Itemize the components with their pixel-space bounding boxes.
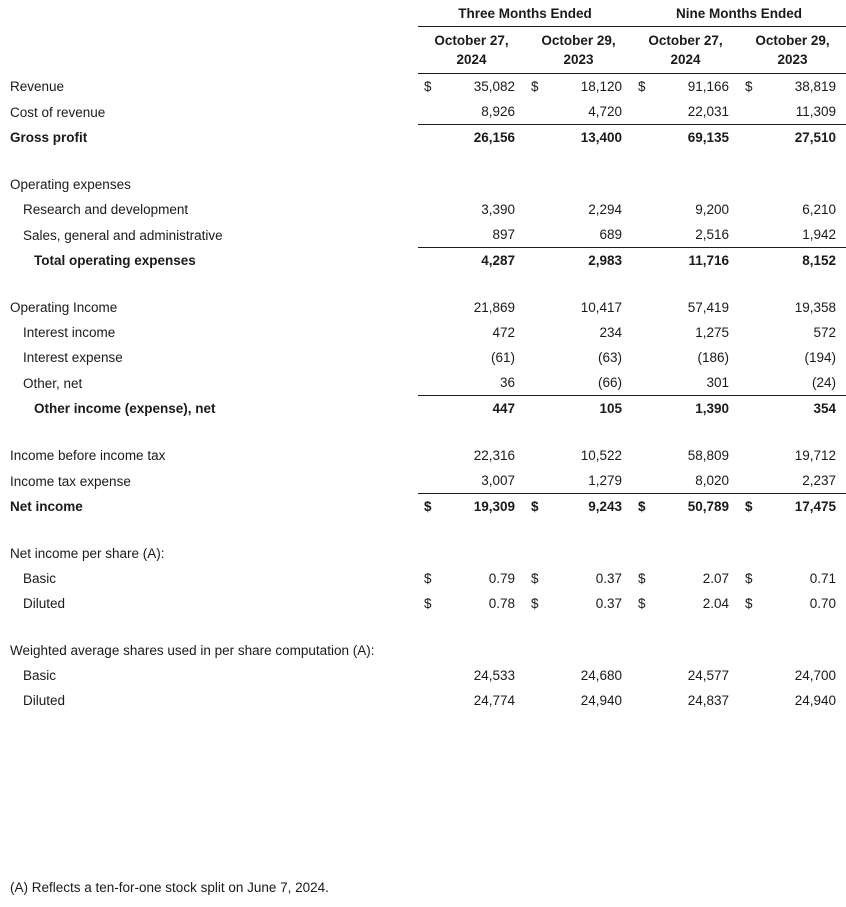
currency-symbol: $ [638, 571, 646, 586]
row-label: Diluted [23, 596, 66, 611]
cell-value [761, 541, 846, 566]
table-row [0, 345, 846, 370]
currency-symbol [632, 345, 654, 370]
header-date-col-1: October 27, [434, 33, 509, 48]
currency-symbol [418, 468, 440, 494]
currency-symbol [739, 222, 761, 248]
spacer-cell [418, 616, 440, 638]
header-date-row [0, 27, 846, 51]
cell-value: (194) [804, 350, 837, 365]
currency-symbol [418, 295, 440, 320]
spacer-cell [525, 616, 547, 638]
cell-value: (66) [598, 375, 623, 390]
cell-value: 0.78 [488, 596, 515, 611]
currency-symbol [418, 172, 440, 197]
currency-symbol [525, 295, 547, 320]
spacer-row [0, 273, 846, 295]
spacer-cell [547, 616, 632, 638]
cell-value: 1,275 [695, 325, 730, 340]
currency-symbol [418, 663, 440, 688]
spacer-row [0, 421, 846, 443]
currency-symbol: $ [424, 571, 432, 586]
cell-value: 0.79 [488, 571, 515, 586]
spacer-cell [525, 273, 547, 295]
table-row [0, 591, 846, 616]
table-row [0, 125, 846, 151]
cell-value [440, 172, 525, 197]
cell-value: 2,237 [802, 473, 837, 488]
currency-symbol: $ [418, 494, 440, 520]
cell-value: 26,156 [440, 125, 525, 151]
spacer-cell [654, 616, 739, 638]
cell-value [761, 638, 846, 663]
currency-symbol [632, 125, 654, 151]
currency-symbol [739, 125, 761, 151]
spacer-cell [654, 519, 739, 541]
spacer-cell [547, 519, 632, 541]
table-row [0, 688, 846, 713]
table-row [0, 443, 846, 468]
currency-symbol [632, 248, 654, 274]
cell-value: 22,031 [687, 104, 730, 119]
cell-value: 19,358 [794, 300, 837, 315]
spacer-cell [525, 150, 547, 172]
spacer-cell [739, 421, 761, 443]
cell-value: 6,210 [802, 202, 837, 217]
cell-value: 0.70 [809, 596, 837, 611]
cell-value [654, 541, 739, 566]
table-row [0, 197, 846, 222]
row-label: Other income (expense), net [34, 401, 216, 416]
row-label: Basic [23, 571, 57, 586]
spacer-cell [632, 421, 654, 443]
currency-symbol [632, 320, 654, 345]
row-label: Diluted [23, 693, 66, 708]
currency-symbol [525, 468, 547, 494]
table-row [0, 295, 846, 320]
header-date-col-2: October 29, [541, 33, 616, 48]
currency-symbol: $ [739, 494, 761, 520]
cell-value: 27,510 [761, 125, 846, 151]
cell-value: 2,516 [695, 227, 730, 242]
spacer-cell [654, 421, 739, 443]
table-row [0, 99, 846, 125]
table-row [0, 468, 846, 494]
currency-symbol [418, 248, 440, 274]
row-label: Total operating expenses [34, 253, 196, 268]
cell-value: 472 [492, 325, 515, 340]
row-label: Cost of revenue [10, 104, 106, 120]
currency-symbol [525, 320, 547, 345]
cell-value: (24) [812, 375, 837, 390]
row-label: Revenue [10, 79, 65, 94]
row-label: Net income [10, 499, 83, 514]
cell-value: 10,522 [580, 448, 623, 463]
spacer-cell [632, 273, 654, 295]
cell-value: 4,720 [588, 104, 623, 119]
currency-symbol [525, 248, 547, 274]
spacer-row [0, 150, 846, 172]
currency-symbol [525, 222, 547, 248]
currency-symbol: $ [745, 571, 753, 586]
currency-symbol [739, 468, 761, 494]
currency-symbol [632, 541, 654, 566]
row-label: Operating Income [10, 300, 118, 315]
cell-value: 18,120 [580, 79, 623, 94]
cell-value: 50,789 [654, 494, 739, 520]
currency-symbol [418, 443, 440, 468]
header-year-spacer [0, 50, 418, 74]
table-row [0, 370, 846, 396]
spacer-cell [632, 150, 654, 172]
currency-symbol [418, 688, 440, 713]
currency-symbol: $ [531, 571, 539, 586]
currency-symbol: $ [525, 494, 547, 520]
spacer-cell [440, 421, 525, 443]
currency-symbol [525, 125, 547, 151]
cell-value: 24,837 [687, 693, 730, 708]
currency-symbol [739, 295, 761, 320]
currency-symbol [632, 295, 654, 320]
currency-symbol [418, 345, 440, 370]
spacer-cell [739, 616, 761, 638]
cell-value: 69,135 [654, 125, 739, 151]
spacer-cell [547, 421, 632, 443]
cell-value: 24,774 [473, 693, 515, 708]
table-body [0, 74, 846, 714]
cell-value [547, 638, 632, 663]
table-header [0, 0, 846, 74]
spacer-cell [0, 616, 418, 638]
cell-value: 2.04 [702, 596, 730, 611]
currency-symbol [525, 396, 547, 422]
cell-value: 24,533 [473, 668, 515, 683]
spacer-cell [440, 273, 525, 295]
row-label: Interest expense [23, 350, 123, 365]
cell-value: 24,700 [794, 668, 837, 683]
cell-value: 91,166 [687, 79, 730, 94]
currency-symbol: $ [424, 79, 432, 94]
table-row [0, 638, 846, 663]
spacer-cell [440, 150, 525, 172]
cell-value: 8,152 [761, 248, 846, 274]
cell-value [654, 638, 739, 663]
spacer-cell [739, 273, 761, 295]
cell-value: 105 [547, 396, 632, 422]
currency-symbol [418, 197, 440, 222]
spacer-cell [525, 519, 547, 541]
spacer-cell [440, 616, 525, 638]
currency-symbol [418, 222, 440, 248]
cell-value: 22,316 [473, 448, 515, 463]
header-group-nine-months: Nine Months Ended [632, 0, 846, 27]
currency-symbol [632, 370, 654, 396]
cell-value: 0.71 [809, 571, 837, 586]
cell-value [654, 172, 739, 197]
currency-symbol [418, 320, 440, 345]
cell-value: 24,680 [580, 668, 623, 683]
currency-symbol: $ [531, 596, 539, 611]
currency-symbol [632, 396, 654, 422]
cell-value: 2,983 [547, 248, 632, 274]
spacer-cell [761, 519, 846, 541]
cell-value: 10,417 [580, 300, 623, 315]
currency-symbol [739, 345, 761, 370]
currency-symbol [418, 638, 440, 663]
spacer-cell [418, 273, 440, 295]
currency-symbol [739, 99, 761, 125]
cell-value: 24,577 [687, 668, 730, 683]
cell-value: 234 [599, 325, 623, 340]
spacer-cell [761, 273, 846, 295]
header-corner-spacer [0, 0, 418, 27]
currency-symbol [632, 638, 654, 663]
spacer-row [0, 616, 846, 638]
spacer-cell [418, 421, 440, 443]
header-year-row [0, 50, 846, 74]
cell-value: 11,716 [654, 248, 739, 274]
spacer-cell [761, 150, 846, 172]
currency-symbol [525, 197, 547, 222]
table-row [0, 541, 846, 566]
currency-symbol [739, 638, 761, 663]
currency-symbol [418, 99, 440, 125]
currency-symbol [632, 172, 654, 197]
row-label: Weighted average shares used in per share computation (A): [10, 643, 375, 658]
cell-value: 3,390 [481, 202, 515, 217]
spacer-cell [0, 519, 418, 541]
spacer-row [0, 519, 846, 541]
spacer-cell [632, 616, 654, 638]
cell-value: 17,475 [761, 494, 846, 520]
cell-value: (63) [598, 350, 623, 365]
spacer-cell [418, 519, 440, 541]
currency-symbol [525, 443, 547, 468]
cell-value: 8,020 [695, 473, 730, 488]
currency-symbol [525, 370, 547, 396]
cell-value: 13,400 [547, 125, 632, 151]
row-label: Basic [23, 668, 57, 683]
table-row [0, 396, 846, 422]
table-row [0, 663, 846, 688]
row-label: Interest income [23, 325, 116, 340]
spacer-cell [739, 519, 761, 541]
currency-symbol [418, 541, 440, 566]
currency-symbol [525, 172, 547, 197]
currency-symbol: $ [531, 79, 539, 94]
row-label: Sales, general and administrative [23, 227, 223, 243]
header-year-col-1: 2024 [418, 50, 525, 74]
currency-symbol [632, 663, 654, 688]
header-group-three-months: Three Months Ended [418, 0, 632, 27]
header-date-spacer [0, 27, 418, 51]
currency-symbol [739, 320, 761, 345]
currency-symbol [739, 541, 761, 566]
table-row [0, 222, 846, 248]
currency-symbol: $ [638, 596, 646, 611]
spacer-cell [0, 150, 418, 172]
currency-symbol [525, 688, 547, 713]
cell-value [547, 541, 632, 566]
cell-value: 2.07 [702, 571, 730, 586]
cell-value [440, 638, 525, 663]
currency-symbol: $ [745, 79, 753, 94]
cell-value: 58,809 [687, 448, 730, 463]
cell-value: 35,082 [473, 79, 515, 94]
currency-symbol [739, 197, 761, 222]
cell-value: 572 [813, 325, 837, 340]
table-row [0, 320, 846, 345]
cell-value: 447 [440, 396, 525, 422]
spacer-cell [761, 421, 846, 443]
cell-value [547, 172, 632, 197]
cell-value: 1,390 [654, 396, 739, 422]
spacer-cell [632, 519, 654, 541]
footnote-stock-split: (A) Reflects a ten-for-one stock split on June 7, 2024. [10, 880, 329, 895]
header-year-col-4: 2023 [739, 50, 846, 74]
currency-symbol [418, 396, 440, 422]
header-group-row [0, 0, 846, 27]
row-label: Operating expenses [10, 177, 131, 192]
spacer-cell [761, 616, 846, 638]
currency-symbol [632, 443, 654, 468]
cell-value: 19,712 [794, 448, 837, 463]
cell-value: (61) [490, 350, 515, 365]
cell-value: 21,869 [473, 300, 515, 315]
cell-value: 689 [599, 227, 623, 242]
cell-value: 0.37 [595, 571, 623, 586]
cell-value: 19,309 [440, 494, 525, 520]
currency-symbol [418, 125, 440, 151]
currency-symbol [418, 370, 440, 396]
cell-value: 24,940 [580, 693, 623, 708]
currency-symbol: $ [745, 596, 753, 611]
cell-value: 3,007 [481, 473, 515, 488]
row-label: Net income per share (A): [10, 546, 165, 561]
currency-symbol [739, 370, 761, 396]
currency-symbol [632, 688, 654, 713]
cell-value: 1,942 [802, 227, 837, 242]
row-label: Income tax expense [10, 473, 131, 489]
cell-value: 8,926 [481, 104, 515, 119]
spacer-cell [547, 273, 632, 295]
currency-symbol [739, 396, 761, 422]
currency-symbol [525, 541, 547, 566]
row-label: Research and development [23, 202, 189, 217]
spacer-cell [547, 150, 632, 172]
cell-value: 9,200 [695, 202, 730, 217]
cell-value [440, 541, 525, 566]
cell-value: 301 [706, 375, 730, 390]
header-date-col-4: October 29, [755, 33, 830, 48]
table-row [0, 74, 846, 100]
currency-symbol [632, 468, 654, 494]
currency-symbol [525, 638, 547, 663]
cell-value: 2,294 [588, 202, 623, 217]
currency-symbol [632, 197, 654, 222]
currency-symbol [525, 99, 547, 125]
currency-symbol [739, 443, 761, 468]
table-row [0, 494, 846, 520]
currency-symbol [632, 222, 654, 248]
spacer-cell [440, 519, 525, 541]
cell-value: 36 [499, 375, 515, 390]
spacer-cell [654, 150, 739, 172]
spacer-cell [0, 421, 418, 443]
spacer-cell [418, 150, 440, 172]
header-year-col-2: 2023 [525, 50, 632, 74]
cell-value: 11,309 [795, 104, 837, 119]
cell-value: 897 [492, 227, 515, 242]
cell-value: 9,243 [547, 494, 632, 520]
row-label: Gross profit [10, 130, 88, 145]
cell-value: 57,419 [687, 300, 730, 315]
currency-symbol [739, 663, 761, 688]
row-label: Income before income tax [10, 448, 166, 463]
currency-symbol [739, 248, 761, 274]
table-row [0, 248, 846, 274]
cell-value: 354 [761, 396, 846, 422]
cell-value [761, 172, 846, 197]
spacer-cell [739, 150, 761, 172]
cell-value: 24,940 [794, 693, 837, 708]
table-row [0, 172, 846, 197]
currency-symbol: $ [632, 494, 654, 520]
table-row [0, 566, 846, 591]
currency-symbol [525, 345, 547, 370]
currency-symbol [525, 663, 547, 688]
currency-symbol [632, 99, 654, 125]
currency-symbol [739, 172, 761, 197]
row-label: Other, net [23, 375, 83, 391]
spacer-cell [525, 421, 547, 443]
header-date-col-3: October 27, [648, 33, 723, 48]
header-year-col-3: 2024 [632, 50, 739, 74]
cell-value: 38,819 [794, 79, 837, 94]
cell-value: (186) [697, 350, 730, 365]
currency-symbol: $ [424, 596, 432, 611]
currency-symbol: $ [638, 79, 646, 94]
cell-value: 0.37 [595, 596, 623, 611]
cell-value: 4,287 [440, 248, 525, 274]
spacer-cell [0, 273, 418, 295]
cell-value: 1,279 [588, 473, 623, 488]
currency-symbol [739, 688, 761, 713]
spacer-cell [654, 273, 739, 295]
